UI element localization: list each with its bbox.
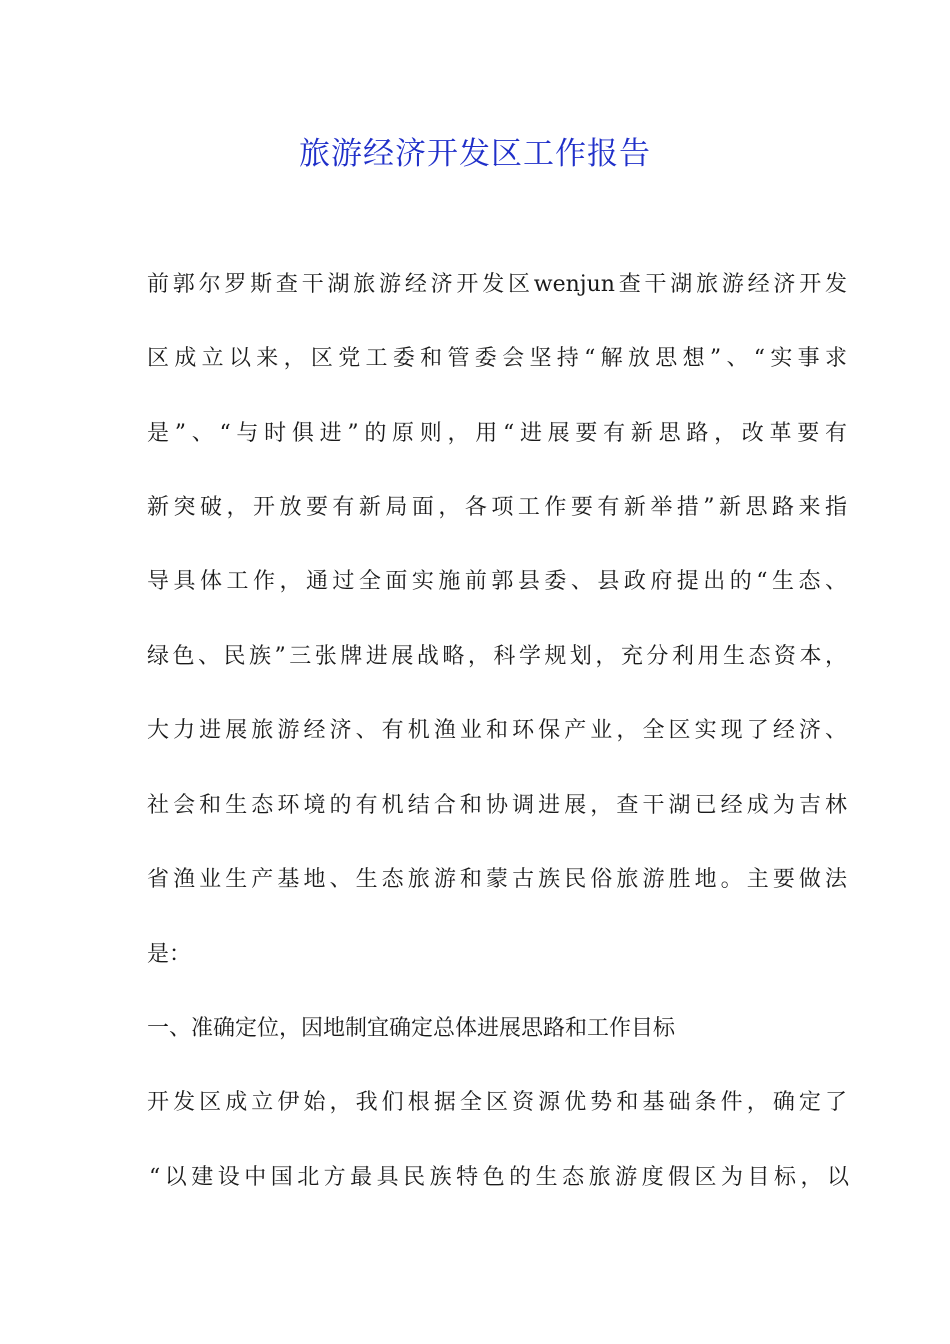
body-line-5: 导具体工作，通过全面实施前郭县委、县政府提出的“生态、	[147, 569, 847, 594]
body-line-8: 社会和生态环境的有机结合和协调进展，查干湖已经成为吉林	[147, 793, 847, 818]
body-line-9: 省渔业生产基地、生态旅游和蒙古族民俗旅游胜地。主要做法	[147, 867, 847, 892]
body-line-10: 是：	[147, 942, 192, 967]
body-line-3: 是”、“与时俱进”的原则，用“进展要有新思路，改革要有	[147, 421, 847, 446]
body-line-1: 前郭尔罗斯查干湖旅游经济开发区wenjun查干湖旅游经济开发	[147, 272, 847, 297]
section-heading-1: 一、准确定位，因地制宜确定总体进展思路和工作目标	[147, 1016, 676, 1041]
body-line-4: 新突破，开放要有新局面，各项工作要有新举措”新思路来指	[147, 495, 847, 520]
body-line-11: 开发区成立伊始，我们根据全区资源优势和基础条件，确定了	[147, 1090, 847, 1115]
document-title: 旅游经济开发区工作报告	[299, 136, 651, 172]
body-line-6: 绿色、民族”三张牌进展战略，科学规划，充分利用生态资本，	[147, 644, 847, 669]
body-line-12: “以建设中国北方最具民族特色的生态旅游度假区为目标，以	[149, 1165, 849, 1190]
body-line-2: 区成立以来，区党工委和管委会坚持“解放思想”、“实事求	[147, 346, 847, 371]
body-line-7: 大力进展旅游经济、有机渔业和环保产业，全区实现了经济、	[147, 718, 847, 743]
